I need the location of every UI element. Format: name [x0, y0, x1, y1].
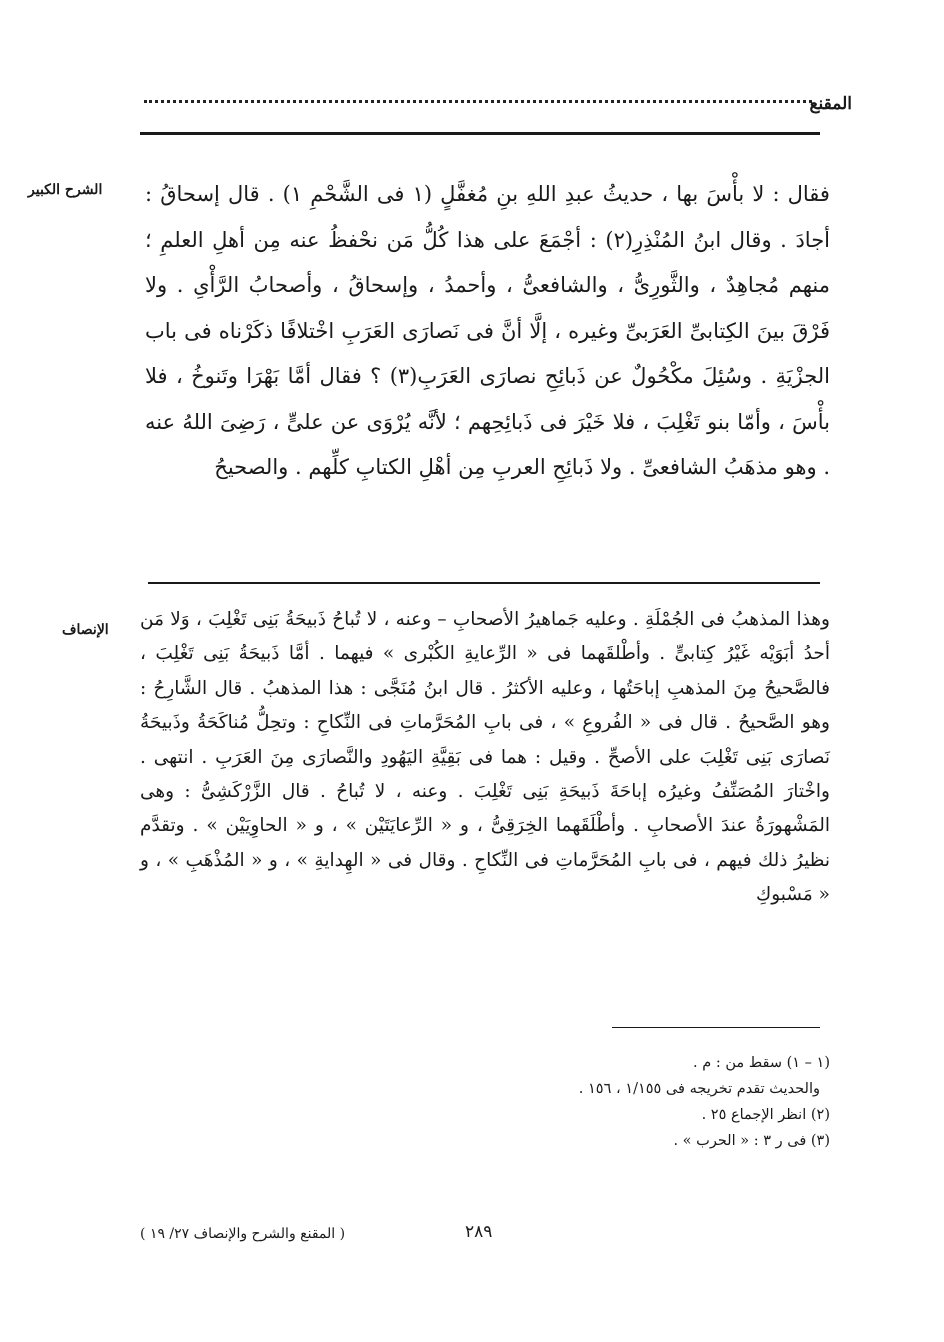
- footnote-rule: [612, 1027, 820, 1028]
- header-rule: [140, 132, 820, 135]
- footnotes: [360, 1050, 830, 1154]
- footnote-1: (١ – ١) سقط من : م .: [693, 1055, 830, 1071]
- volume-reference: ( المقنع والشرح والإنصاف ٢٧/ ١٩ ): [140, 1226, 346, 1242]
- header-title: المقنع: [809, 94, 852, 114]
- footnote-1-continuation: والحديث تقدم تخريجه فى ١/١٥٥ ، ١٥٦ .: [578, 1081, 820, 1097]
- running-header: [140, 88, 852, 118]
- side-label-insaf: الإنصاف: [62, 622, 109, 638]
- insaf-paragraph: وهذا المذهبُ فى الجُمْلَةِ . وعليه جَماهيرُ الأصحابِ – وعنه ، لا تُباحُ ذَبيحَةُ بَنِى تَغْلِبَ ، وَلا مَن أحدُ أبَوَيْه غَيْرُ كِتابىٍّ . وأطْلقَهما فى « الرِّعايةِ الكُبْرى » فيهما . أمَّا ذَبيحَةُ بَنِى تَغْلِبَ ، فالصَّحيحُ مِنَ المذهبِ إباحَتُها ، وعليه الأكثرُ . قال ابنُ مُنَجَّى : هذا المذهبُ . قال الشَّارِحُ : وهو الصَّحيحُ . قال فى « الفُروعِ » ، فى بابِ المُحَرَّماتِ فى النِّكاحِ : وتحِلُّ مُناكَحَةُ وذَبيحَةُ نَصارَى بَنِى تَغْلِبَ على الأصحِّ . وقيل : هما فى بَقِيَّةِ اليَهُودِ والنَّصارَى مِنَ العَرَبِ . انتهى . واخْتارَ المُصَنِّفُ وغيرُه إباحَةَ ذَبيحَةِ بَنِى تَغْلِبَ . وعنه ، لا تُباحُ . قال الزَّرْكَشِىُّ : وهى المَشْهورَةُ عندَ الأصحابِ . وأطْلَقَهما الخِرَقِىُّ ، و « الرِّعايَتَيْن » ، و « الحاوِيَيْن » . وتقدَّم نظيرُ ذلك فيهم ، فى بابِ المُحَرَّماتِ فى النِّكاحِ . وقال فى « الهِدايةِ » ، و « المُذْهَبِ » ، و « مَسْبوكِ: [140, 609, 830, 906]
- side-label-sharh: الشرح الكبير: [28, 182, 103, 198]
- header-dotted-leader: [144, 100, 812, 103]
- sharh-body-text: [145, 172, 830, 491]
- page-number: ٢٨٩: [465, 1222, 493, 1242]
- footnote-3: (٣) فى ر ٣ : « الحرب » .: [673, 1133, 830, 1149]
- sharh-paragraph: فقال : لا بأْسَ بها ، حديثُ عبدِ اللهِ بنِ مُغفَّلٍ (١ فى الشَّحْمِ ١) . قال إسحاقُ : أجادَ . وقال ابنُ المُنْذِرِ(٢) : أجْمَعَ على هذا كُلُّ مَن نحْفظُ عنه مِن أهلِ العلمِ ؛ منهم مُجاهِدٌ ، والثَّورِىُّ ، والشافعىُّ ، وأحمدُ ، وإسحاقُ ، وأصحابُ الرَّأْىِ . ولا فَرْقَ بينَ الكِتابىِّ العَرَبىِّ وغيره ، إلَّا أنَّ فى نَصارَى العَرَبِ اخْتلافًا ذكَرْناه فى باب الجزْيَةِ . وسُئِلَ مكْحُولٌ عن ذَبائِحِ نصارَى العَرَبِ(٣) ؟ فقال أمَّا بَهْرَا وتَنوخُ ، فلا بأْسَ ، وأمّا بنو تَغْلِبَ ، فلا خَيْرَ فى ذَبائِحِهم ؛ لأنَّه يُرْوَى عن علىٍّ ، رَضِىَ اللهُ عنه . وهو مذهَبُ الشافعىِّ . ولا ذَبائِحِ العربِ مِن أهْلِ الكتابِ كلِّهم . والصحيحُ: [145, 182, 831, 479]
- section-divider: [148, 582, 820, 584]
- footnote-2: (٢) انظر الإجماع ٢٥ .: [701, 1107, 830, 1123]
- insaf-body-text: [140, 603, 830, 913]
